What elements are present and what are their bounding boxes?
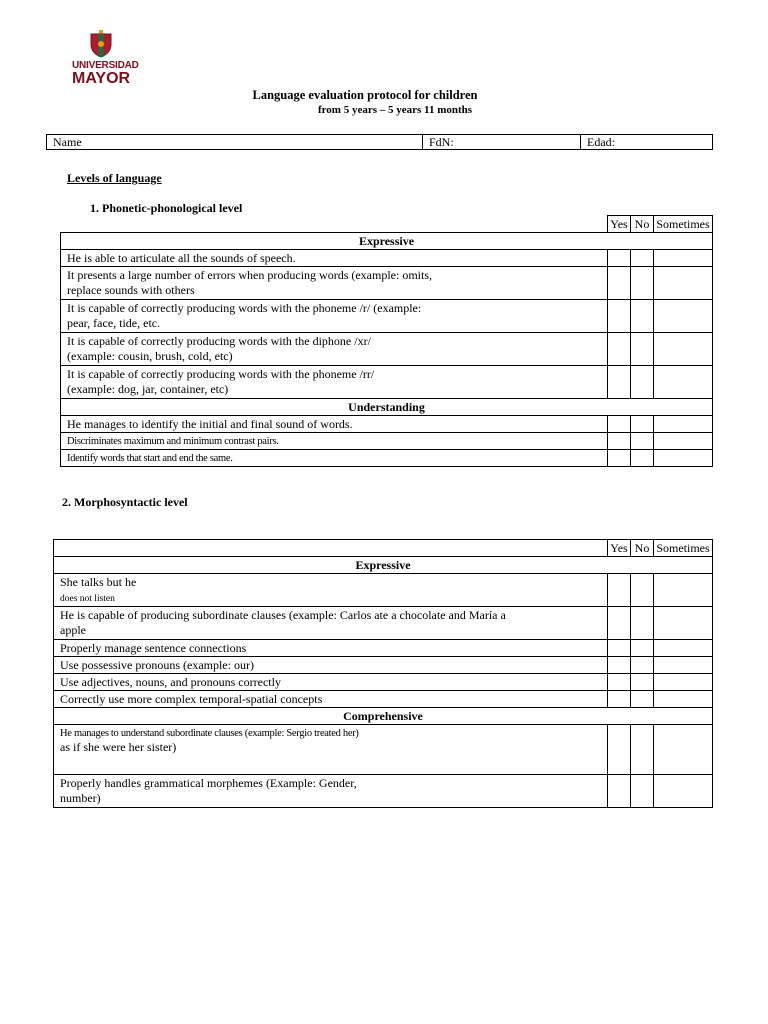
table-header-row xyxy=(54,540,713,557)
table-row xyxy=(61,333,713,366)
item-text: It is capable of correctly producing words with the phoneme /rr/ (example: dog, jar, container, etc) xyxy=(61,366,608,399)
subheading-expressive: Expressive xyxy=(54,557,713,574)
answer-sometimes[interactable] xyxy=(654,574,713,607)
table-row xyxy=(54,574,713,607)
answer-sometimes[interactable] xyxy=(654,300,713,333)
answer-sometimes[interactable] xyxy=(654,250,713,267)
item-text: It presents a large number of errors when producing words (example: omits, replace sounds with others xyxy=(61,267,608,300)
table-row xyxy=(54,607,713,640)
table-row xyxy=(54,725,713,775)
answer-sometimes[interactable] xyxy=(654,775,713,808)
answer-yes[interactable] xyxy=(608,300,631,333)
answer-yes[interactable] xyxy=(608,607,631,640)
answer-sometimes[interactable] xyxy=(654,450,713,467)
answer-no[interactable] xyxy=(631,725,654,775)
item-text: It is capable of correctly producing words with the diphone /xr/ (example: cousin, brush, cold, etc) xyxy=(61,333,608,366)
answer-yes[interactable] xyxy=(608,674,631,691)
answer-yes[interactable] xyxy=(608,366,631,399)
item-text: Use possessive pronouns (example: our) xyxy=(54,657,608,674)
answer-no[interactable] xyxy=(631,674,654,691)
answer-yes[interactable] xyxy=(608,574,631,607)
answer-sometimes[interactable] xyxy=(654,691,713,708)
table-row xyxy=(61,366,713,399)
item-text: Properly manage sentence connections xyxy=(54,640,608,657)
age-field[interactable]: Edad: xyxy=(581,135,713,150)
answer-no[interactable] xyxy=(631,657,654,674)
answer-no[interactable] xyxy=(631,640,654,657)
identification-table xyxy=(46,134,713,150)
table-row xyxy=(61,250,713,267)
table-row xyxy=(61,300,713,333)
name-field[interactable]: Name xyxy=(47,135,423,150)
answer-yes[interactable] xyxy=(608,657,631,674)
answer-yes[interactable] xyxy=(608,450,631,467)
dob-field[interactable]: FdN: xyxy=(423,135,581,150)
answer-no[interactable] xyxy=(631,574,654,607)
answer-no[interactable] xyxy=(631,607,654,640)
item-text: Correctly use more complex temporal-spatial concepts xyxy=(54,691,608,708)
col-sometimes: Sometimes xyxy=(654,216,713,233)
answer-yes[interactable] xyxy=(608,333,631,366)
answer-sometimes[interactable] xyxy=(654,725,713,775)
answer-sometimes[interactable] xyxy=(654,674,713,691)
answer-yes[interactable] xyxy=(608,433,631,450)
item-text: Identify words that start and end the same. xyxy=(61,450,608,467)
section2-heading: 2. Morphosyntactic level xyxy=(62,495,188,509)
answer-sometimes[interactable] xyxy=(654,657,713,674)
answer-no[interactable] xyxy=(631,300,654,333)
col-no: No xyxy=(631,540,654,557)
answer-no[interactable] xyxy=(631,691,654,708)
answer-yes[interactable] xyxy=(608,416,631,433)
table-row xyxy=(54,691,713,708)
col-yes: Yes xyxy=(608,540,631,557)
answer-sometimes[interactable] xyxy=(654,366,713,399)
levels-heading: Levels of language xyxy=(67,171,162,185)
table-row xyxy=(61,267,713,300)
item-text: He is capable of producing subordinate clauses (example: Carlos ate a chocolate and María a apple xyxy=(54,607,608,640)
table-header-row xyxy=(61,216,713,233)
answer-no[interactable] xyxy=(631,267,654,300)
answer-sometimes[interactable] xyxy=(654,416,713,433)
subheading-comprehensive: Comprehensive xyxy=(54,708,713,725)
answer-yes[interactable] xyxy=(608,775,631,808)
university-shield-icon xyxy=(89,30,113,58)
answer-no[interactable] xyxy=(631,775,654,808)
answer-no[interactable] xyxy=(631,250,654,267)
table-row xyxy=(54,674,713,691)
table-row xyxy=(61,416,713,433)
table-row xyxy=(54,657,713,674)
table-row xyxy=(54,775,713,808)
answer-no[interactable] xyxy=(631,433,654,450)
item-text: It is capable of correctly producing words with the phoneme /r/ (example: pear, face, tide, etc. xyxy=(61,300,608,333)
col-yes: Yes xyxy=(608,216,631,233)
table-row xyxy=(61,450,713,467)
document-title: Language evaluation protocol for children xyxy=(252,88,478,102)
logo-text-mayor: MAYOR xyxy=(72,70,131,87)
table-row xyxy=(54,640,713,657)
col-no: No xyxy=(631,216,654,233)
item-text: He manages to understand subordinate clauses (example: Sergio treated her) as if she were her sister) xyxy=(54,725,608,775)
item-text: She talks but he does not listen xyxy=(54,574,608,607)
answer-sometimes[interactable] xyxy=(654,267,713,300)
answer-yes[interactable] xyxy=(608,640,631,657)
answer-sometimes[interactable] xyxy=(654,607,713,640)
section1-heading: 1. Phonetic-phonological level xyxy=(90,201,243,215)
item-text: He is able to articulate all the sounds of speech. xyxy=(61,250,608,267)
answer-yes[interactable] xyxy=(608,250,631,267)
subheading-expressive: Expressive xyxy=(61,233,713,250)
document-subtitle: from 5 years – 5 years 11 months xyxy=(317,104,473,116)
item-text: Discriminates maximum and minimum contrast pairs. xyxy=(61,433,608,450)
university-logo xyxy=(72,30,139,87)
answer-no[interactable] xyxy=(631,450,654,467)
answer-no[interactable] xyxy=(631,366,654,399)
item-text: He manages to identify the initial and final sound of words. xyxy=(61,416,608,433)
answer-sometimes[interactable] xyxy=(654,640,713,657)
morphosyntactic-table xyxy=(53,539,713,808)
subheading-understanding: Understanding xyxy=(61,399,713,416)
answer-yes[interactable] xyxy=(608,725,631,775)
logo-text-universidad: UNIVERSIDAD xyxy=(72,60,139,71)
col-sometimes: Sometimes xyxy=(654,540,713,557)
answer-sometimes[interactable] xyxy=(654,433,713,450)
item-text: Use adjectives, nouns, and pronouns correctly xyxy=(54,674,608,691)
answer-no[interactable] xyxy=(631,416,654,433)
answer-yes[interactable] xyxy=(608,267,631,300)
answer-sometimes[interactable] xyxy=(654,333,713,366)
item-text: Properly handles grammatical morphemes (Example: Gender, number) xyxy=(54,775,608,808)
table-row xyxy=(61,433,713,450)
answer-yes[interactable] xyxy=(608,691,631,708)
phonetic-table xyxy=(60,215,713,467)
answer-no[interactable] xyxy=(631,333,654,366)
